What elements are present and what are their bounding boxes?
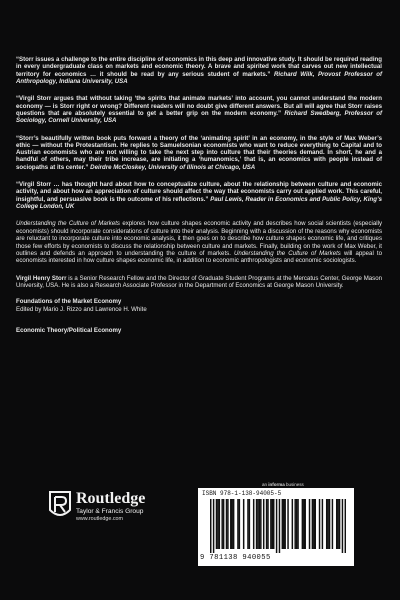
barcode-bar [213,499,214,553]
barcode-bar [322,499,323,549]
barcode-bar [327,499,328,549]
barcode-bar [257,499,258,549]
series-title: Foundations of the Market Economy [16,297,122,305]
barcode-bar [283,499,284,549]
barcode-bar [309,499,310,549]
quote-text: “Virgil Storr … has thought hard about how to conceptualize culture, about the relationship between culture and economic activity, and about how an appreciation of culture should affect the way that economists carry out applied work. This careful, insightful, and persuasive book is the outcome of his reflections.” [16,181,382,203]
barcode-bar [276,499,277,553]
barcode-bar [259,499,260,549]
barcode-bar [270,499,271,549]
barcode-bar [237,499,238,549]
informa-business-label: an informa business [262,482,304,487]
endorsement-quote [16,95,382,124]
barcode-bar [263,499,264,549]
barcode-bar [337,499,338,549]
barcode-bar [345,499,346,553]
barcode-bar [233,499,234,549]
barcode-bar [219,499,220,549]
barcode-bar [297,499,298,549]
description-text: will appeal to economists interested in how culture shapes economic life, in addition to economic anthropologists and economic sociologists. [16,250,382,265]
barcode-bar [302,499,303,549]
routledge-logo-icon [48,490,72,522]
barcode-bar [319,499,320,549]
publisher-group: Taylor & Francis Group [76,508,144,516]
series-info [16,298,382,314]
ean-number: 9 781138 940055 [200,554,271,562]
author-bio [16,275,382,290]
endorsement-quote [16,135,382,172]
author-bio-text: is a Senior Research Fellow and the Director of Graduate Student Programs at the Mercatus Center, George Mason University, USA. He is also a Research Associate Professor in the Department of Economics at George Mason University. [16,274,382,290]
barcode-bar [216,499,217,549]
barcode-bar [292,499,293,549]
barcode-bar [304,499,305,549]
publisher-logo [48,490,145,522]
barcode-bar [294,499,295,549]
quote-attribution: Richard Wilk, Provost Professor of Anthropology, Indiana University, USA [16,70,382,85]
book-title: Understanding the Culture of Markets [16,220,120,228]
barcode-bar [339,499,340,549]
barcode-bar [217,499,218,549]
quote-text: “Virgil Storr argues that without taking ‘the spirits that animate markets’ into account, you cannot understand the modern economy — is Storr right or wrong? Different readers will no doubt give different answers. But all will agree that Storr raises questions that are absolutely essential to get a better grip on the modern economy.” [16,95,382,117]
quote-text: “Storr’s beautifully written book puts forward a theory of the ‘animating spirit’ in an economy, in the style of Max Weber’s ethic — without the Protestantism. He replies to Samuelsonian economists who want to reduce everything to Capital and to Austrian economists who are not willing to take the next step into culture that their theories demand. In short, he and a handful of others, may their tribe increase, are initiating a ‘humanomics,’ that is, an economics with people instead of sociopaths at its center.” [16,134,382,171]
publisher-name: Routledge [76,490,146,507]
barcode-bar [284,499,285,549]
series-editors: Edited by Mario J. Rizzo and Lawrence H. White [16,305,147,313]
barcode-bar [221,499,222,549]
book-description [16,220,382,265]
barcode-bar [260,499,261,549]
barcode-bar [272,499,273,549]
subject-category: Economic Theory/Political Economy [16,326,122,334]
barcode-bar [226,499,227,549]
barcode-bar [313,499,314,549]
barcode-bar [253,499,254,549]
barcode-bar [342,499,343,553]
barcode-bar [223,499,224,549]
barcode-bar [231,499,232,549]
barcode-bar [287,499,288,549]
barcode-bars [210,499,346,553]
barcode-bar [329,499,330,549]
barcode-bar [256,499,257,549]
barcode-bar [243,499,244,549]
barcode-bar [267,499,268,549]
isbn-barcode [198,488,354,566]
barcode-bar [247,499,248,549]
barcode-bar [303,499,304,549]
barcode-bar [279,499,280,553]
isbn-label: ISBN 978-1-138-94005-5 [202,490,282,497]
author-name: Virgil Henry Storr [16,274,67,282]
barcode-bar [273,499,274,549]
quote-attribution: Richard Swedberg, Professor of Sociology, Cornell University, USA [16,109,383,125]
barcode-bar [249,499,250,549]
barcode-bar [296,499,297,549]
publisher-url: www.routledge.com [76,515,124,522]
book-title: Understanding the Culture of Markets [233,250,341,257]
barcode-bar [227,499,228,549]
barcode-bar [332,499,333,549]
barcode-bar [266,499,267,549]
barcode-bar [230,499,231,549]
endorsement-quote [16,56,382,85]
quote-text: “Storr issues a challenge to the entire discipline of economics in this deep and innovative study. It should be required reading in every undergraduate class on markets and economic theory. A brave and spirited work that carves out new intellectual territory for economics … it should be read by any serious student of markets.” [16,56,382,78]
description-text: explores how culture shapes economic activity and describes how social scientists (especially economists) should incorporate considerations of culture into their analysis. Beginning with a discussion of the reasons why economists are reluctant to incorporate culture into economic analysis, it then goes on to describe how culture shapes economic life, and critiques those few efforts by economists to discuss the relationship between culture and markets. Finally, building on the work of Max Weber, it outlines and defends an approach to understanding the culture of markets. [16,220,382,257]
barcode-bar [312,499,313,549]
barcode-bar [336,499,337,549]
barcode-bar [282,499,283,549]
endorsement-quote [16,181,382,210]
barcode-bar [239,499,240,549]
barcode-bar [326,499,327,549]
barcode-bar [315,499,316,549]
barcode-bar [210,499,211,553]
quote-attribution: Deirdre McCloskey, University of Illinois at Chicago, USA [90,163,256,171]
endorsements [16,0,382,210]
quote-attribution: Paul Lewis, Reader in Economics and Public Policy, King’s College London, UK [16,195,382,210]
